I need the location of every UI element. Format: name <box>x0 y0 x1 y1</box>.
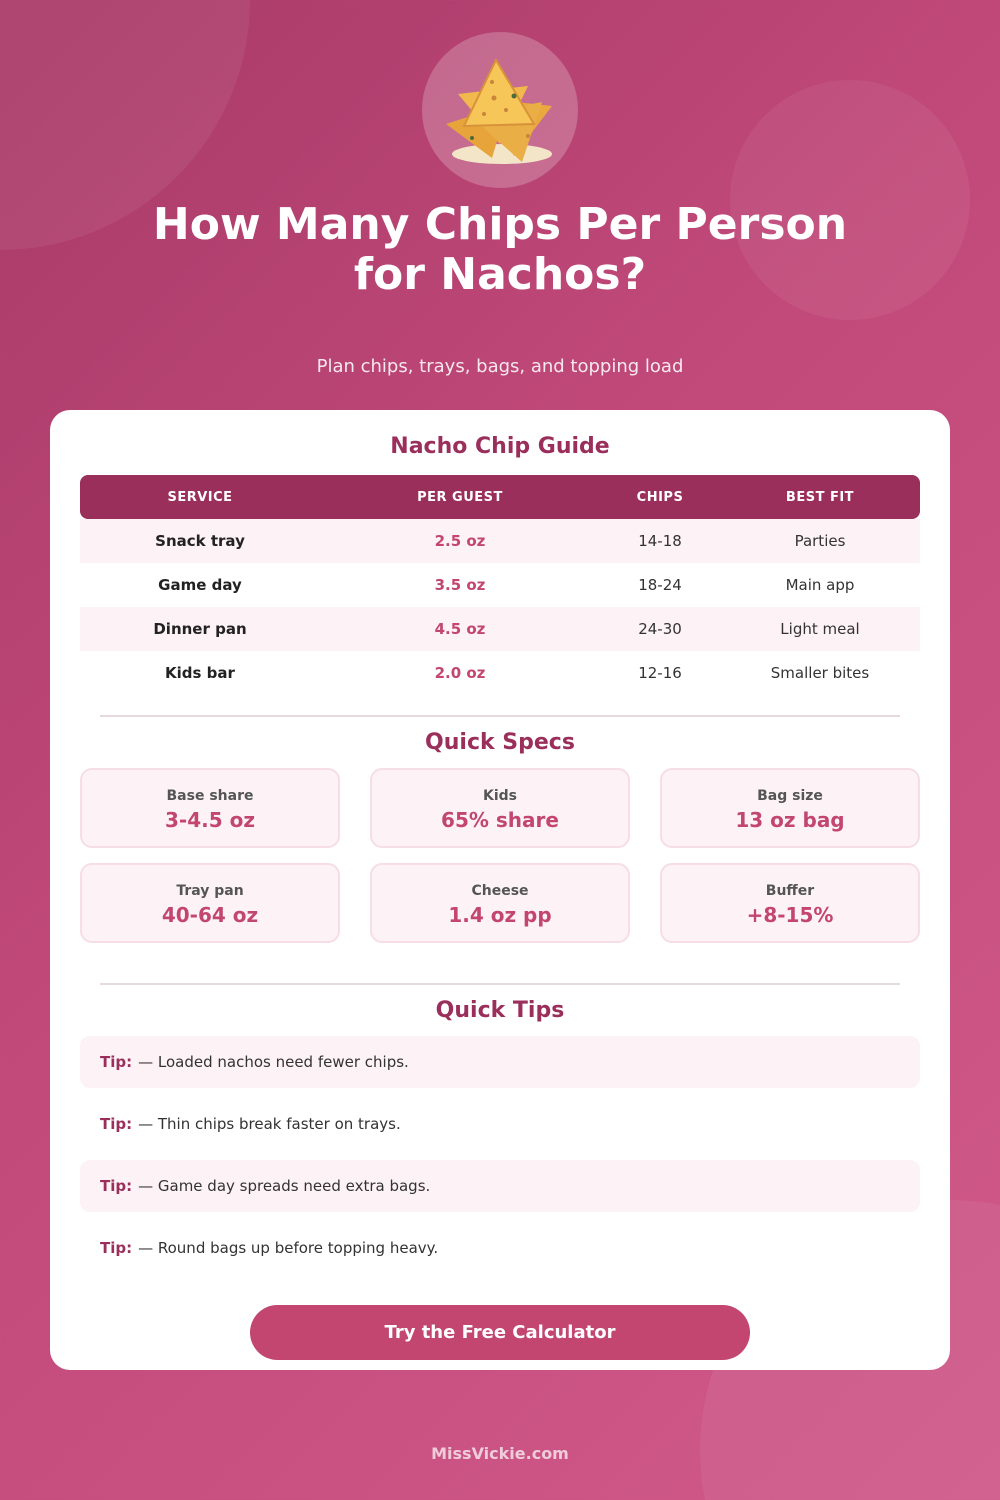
service-cell: Snack tray <box>155 532 245 550</box>
list-item <box>80 1036 920 1088</box>
chips-cell: 12-16 <box>638 664 682 682</box>
spec-value: 1.4 oz pp <box>448 903 552 927</box>
spec-card <box>80 863 340 943</box>
table-header <box>80 475 920 519</box>
spec-value: +8-15% <box>746 903 834 927</box>
footer-brand[interactable]: MissVickie.com <box>431 1444 569 1463</box>
spec-label: Bag size <box>757 788 823 804</box>
best-fit-cell: Main app <box>785 576 855 594</box>
nacho-chips-icon <box>436 46 564 174</box>
spec-value: 65% share <box>441 808 559 832</box>
chips-cell: 18-24 <box>638 576 682 594</box>
table-row <box>80 563 920 607</box>
service-cell: Kids bar <box>165 664 235 682</box>
column-header-chips: CHIPS <box>636 489 684 505</box>
spec-card <box>370 863 630 943</box>
column-header-service: SERVICE <box>167 489 233 505</box>
tip-text: — Round bags up before topping heavy. <box>138 1239 439 1257</box>
spec-label: Base share <box>166 788 254 804</box>
spec-label: Tray pan <box>176 883 244 899</box>
spec-label: Buffer <box>765 883 815 899</box>
tip-text: — Thin chips break faster on trays. <box>138 1115 401 1133</box>
per-guest-cell: 2.5 oz <box>434 532 486 550</box>
spec-card <box>80 768 340 848</box>
best-fit-cell: Light meal <box>780 620 860 638</box>
list-item <box>80 1098 920 1150</box>
per-guest-cell: 2.0 oz <box>434 664 486 682</box>
spec-value: 3-4.5 oz <box>165 808 255 832</box>
table-row <box>80 651 920 695</box>
page-subtitle: Plan chips, trays, bags, and topping load <box>316 356 684 377</box>
content-card <box>50 410 950 1370</box>
per-guest-cell: 3.5 oz <box>434 576 486 594</box>
tip-label: Tip: <box>100 1115 133 1133</box>
spec-label: Kids <box>482 788 517 804</box>
chips-cell: 14-18 <box>638 532 682 550</box>
chip-guide-table <box>80 475 920 695</box>
chips-cell: 24-30 <box>638 620 682 638</box>
best-fit-cell: Parties <box>794 532 846 550</box>
service-cell: Dinner pan <box>153 620 247 638</box>
spec-card <box>660 863 920 943</box>
service-cell: Game day <box>158 576 242 594</box>
tip-label: Tip: <box>100 1177 133 1195</box>
tip-label: Tip: <box>100 1053 133 1071</box>
tip-text: — Game day spreads need extra bags. <box>138 1177 431 1195</box>
spec-card <box>660 768 920 848</box>
table-row <box>80 607 920 651</box>
hero-icon-badge <box>422 32 578 188</box>
table-row <box>80 519 920 563</box>
spec-value: 40-64 oz <box>161 903 259 927</box>
spec-card <box>370 768 630 848</box>
guide-title: Nacho Chip Guide <box>390 434 610 459</box>
column-header-per-guest: PER GUEST <box>417 489 503 505</box>
page-title: How Many Chips Per Person for Nachos? <box>152 199 848 300</box>
tips-title: Quick Tips <box>435 998 565 1023</box>
tip-text: — Loaded nachos need fewer chips. <box>138 1053 409 1071</box>
best-fit-cell: Smaller bites <box>770 664 870 682</box>
spec-value: 13 oz bag <box>735 808 845 832</box>
calculator-button[interactable]: Try the Free Calculator <box>250 1305 750 1360</box>
list-item <box>80 1160 920 1212</box>
column-header-best-fit: BEST FIT <box>785 489 855 505</box>
section-divider <box>100 983 900 985</box>
tip-label: Tip: <box>100 1239 133 1257</box>
specs-title: Quick Specs <box>425 730 575 755</box>
per-guest-cell: 4.5 oz <box>434 620 486 638</box>
list-item <box>80 1222 920 1274</box>
spec-label: Cheese <box>471 883 529 899</box>
section-divider <box>100 715 900 717</box>
